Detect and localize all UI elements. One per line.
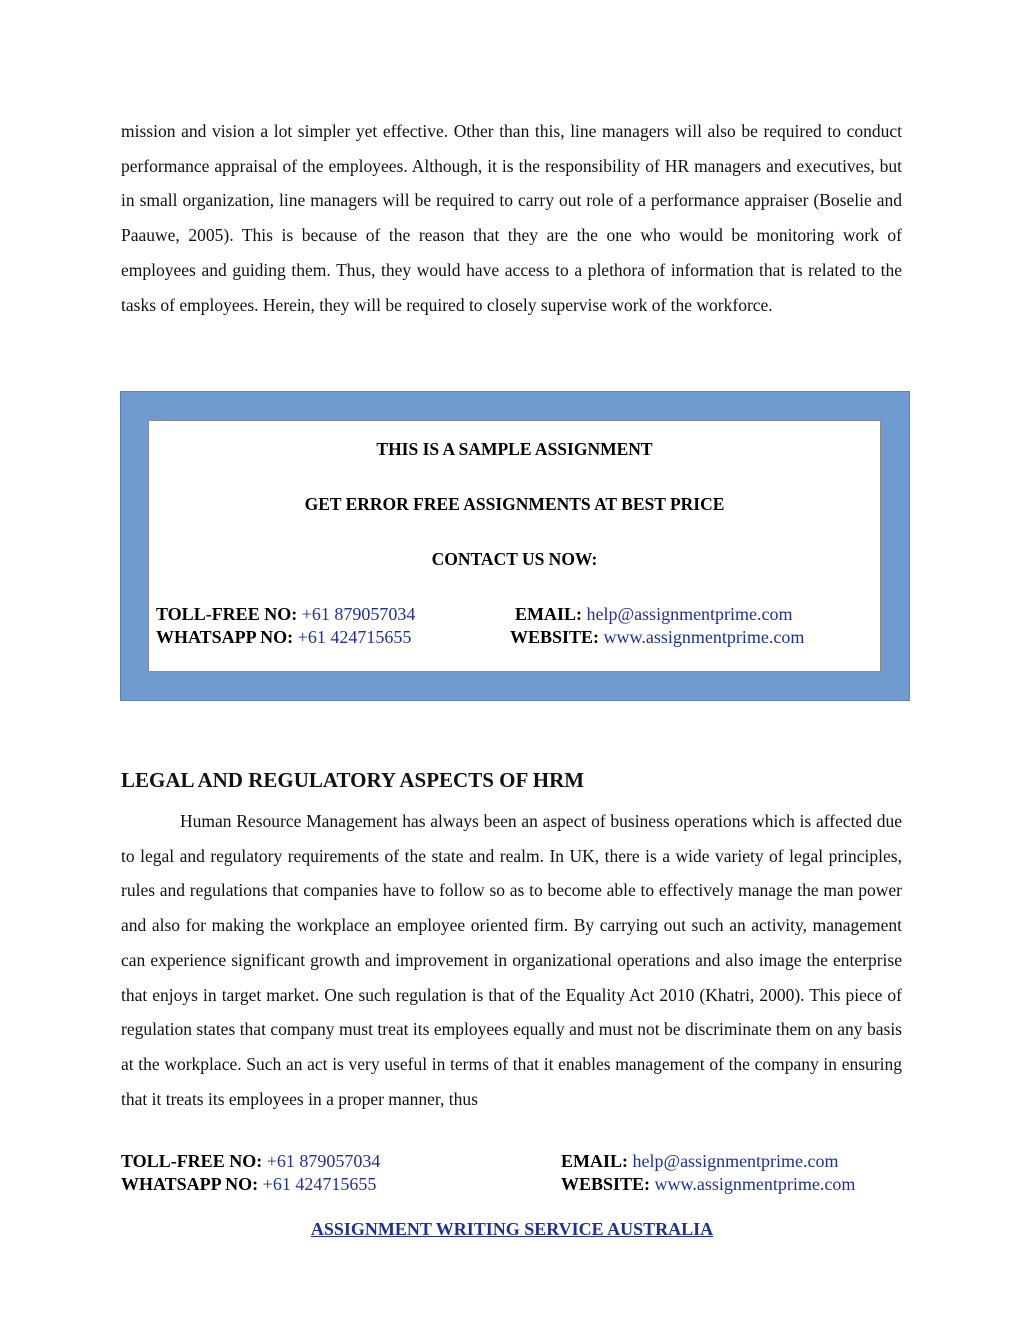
promo-website-label: WEBSITE: xyxy=(510,627,600,647)
promo-whatsapp xyxy=(156,626,411,648)
footer-website xyxy=(561,1173,855,1195)
footer-tollfree-label: TOLL-FREE NO: xyxy=(121,1151,263,1171)
promo-tollfree xyxy=(156,603,415,625)
body-paragraph-continued: mission and vision a lot simpler yet effective. Other than this, line managers will also be required to conduct performance appraisal of the employees. Although, it is the responsibility of HR managers and executives, but in small organization, line managers will be required to carry out role of a performance appraiser (Boselie and Paauwe, 2005). This is because of the reason that they are the one who would be monitoring work of employees and guiding them. Thus, they would have access to a plethora of information that is related to the tasks of employees. Herein, they will be required to closely supervise work of the workforce. xyxy=(121,121,902,315)
promo-email-label: EMAIL: xyxy=(515,604,582,624)
footer-email xyxy=(561,1150,839,1172)
footer-service-link[interactable]: ASSIGNMENT WRITING SERVICE AUSTRALIA xyxy=(310,1219,714,1239)
promo-tollfree-number[interactable]: +61 879057034 xyxy=(301,604,416,624)
promo-contact-heading: CONTACT US NOW: xyxy=(431,549,598,569)
footer-website-label: WEBSITE: xyxy=(561,1174,651,1194)
promo-banner xyxy=(148,420,881,672)
footer-whatsapp xyxy=(121,1173,376,1195)
footer-tollfree-number[interactable]: +61 879057034 xyxy=(266,1151,381,1171)
footer-email-link[interactable]: help@assignmentprime.com xyxy=(632,1151,839,1171)
promo-cta: GET ERROR FREE ASSIGNMENTS AT BEST PRICE xyxy=(304,494,725,514)
section-heading: LEGAL AND REGULATORY ASPECTS OF HRM xyxy=(121,768,585,792)
body-paragraph: Human Resource Management has always been an aspect of business operations which is affected due to legal and regulatory requirements of the state and realm. In UK, there is a wide variety of legal principles, rules and regulations that companies have to follow so as to become able to effectively manage the man power and also for making the workplace an employee oriented firm. By carrying out such an activity, management can experience significant growth and improvement in organizational operations and also image the enterprise that enjoys in target market. One such regulation is that of the Equality Act 2010 (Khatri, 2000). This piece of regulation states that company must treat its employees equally and must not be discriminate them on any basis at the workplace. Such an act is very useful in terms of that it enables management of the company in ensuring that it treats its employees in a proper manner, thus xyxy=(121,811,902,1109)
footer-email-label: EMAIL: xyxy=(561,1151,628,1171)
promo-website xyxy=(510,626,804,648)
promo-tollfree-label: TOLL-FREE NO: xyxy=(156,604,298,624)
promo-whatsapp-label: WHATSAPP NO: xyxy=(156,627,294,647)
footer-whatsapp-number[interactable]: +61 424715655 xyxy=(262,1174,377,1194)
promo-whatsapp-number[interactable]: +61 424715655 xyxy=(297,627,412,647)
promo-website-link[interactable]: www.assignmentprime.com xyxy=(603,627,805,647)
promo-title: THIS IS A SAMPLE ASSIGNMENT xyxy=(376,439,653,459)
footer-tollfree xyxy=(121,1150,380,1172)
promo-email-link[interactable]: help@assignmentprime.com xyxy=(586,604,793,624)
promo-email xyxy=(515,603,793,625)
footer-whatsapp-label: WHATSAPP NO: xyxy=(121,1174,259,1194)
footer-website-link[interactable]: www.assignmentprime.com xyxy=(654,1174,856,1194)
